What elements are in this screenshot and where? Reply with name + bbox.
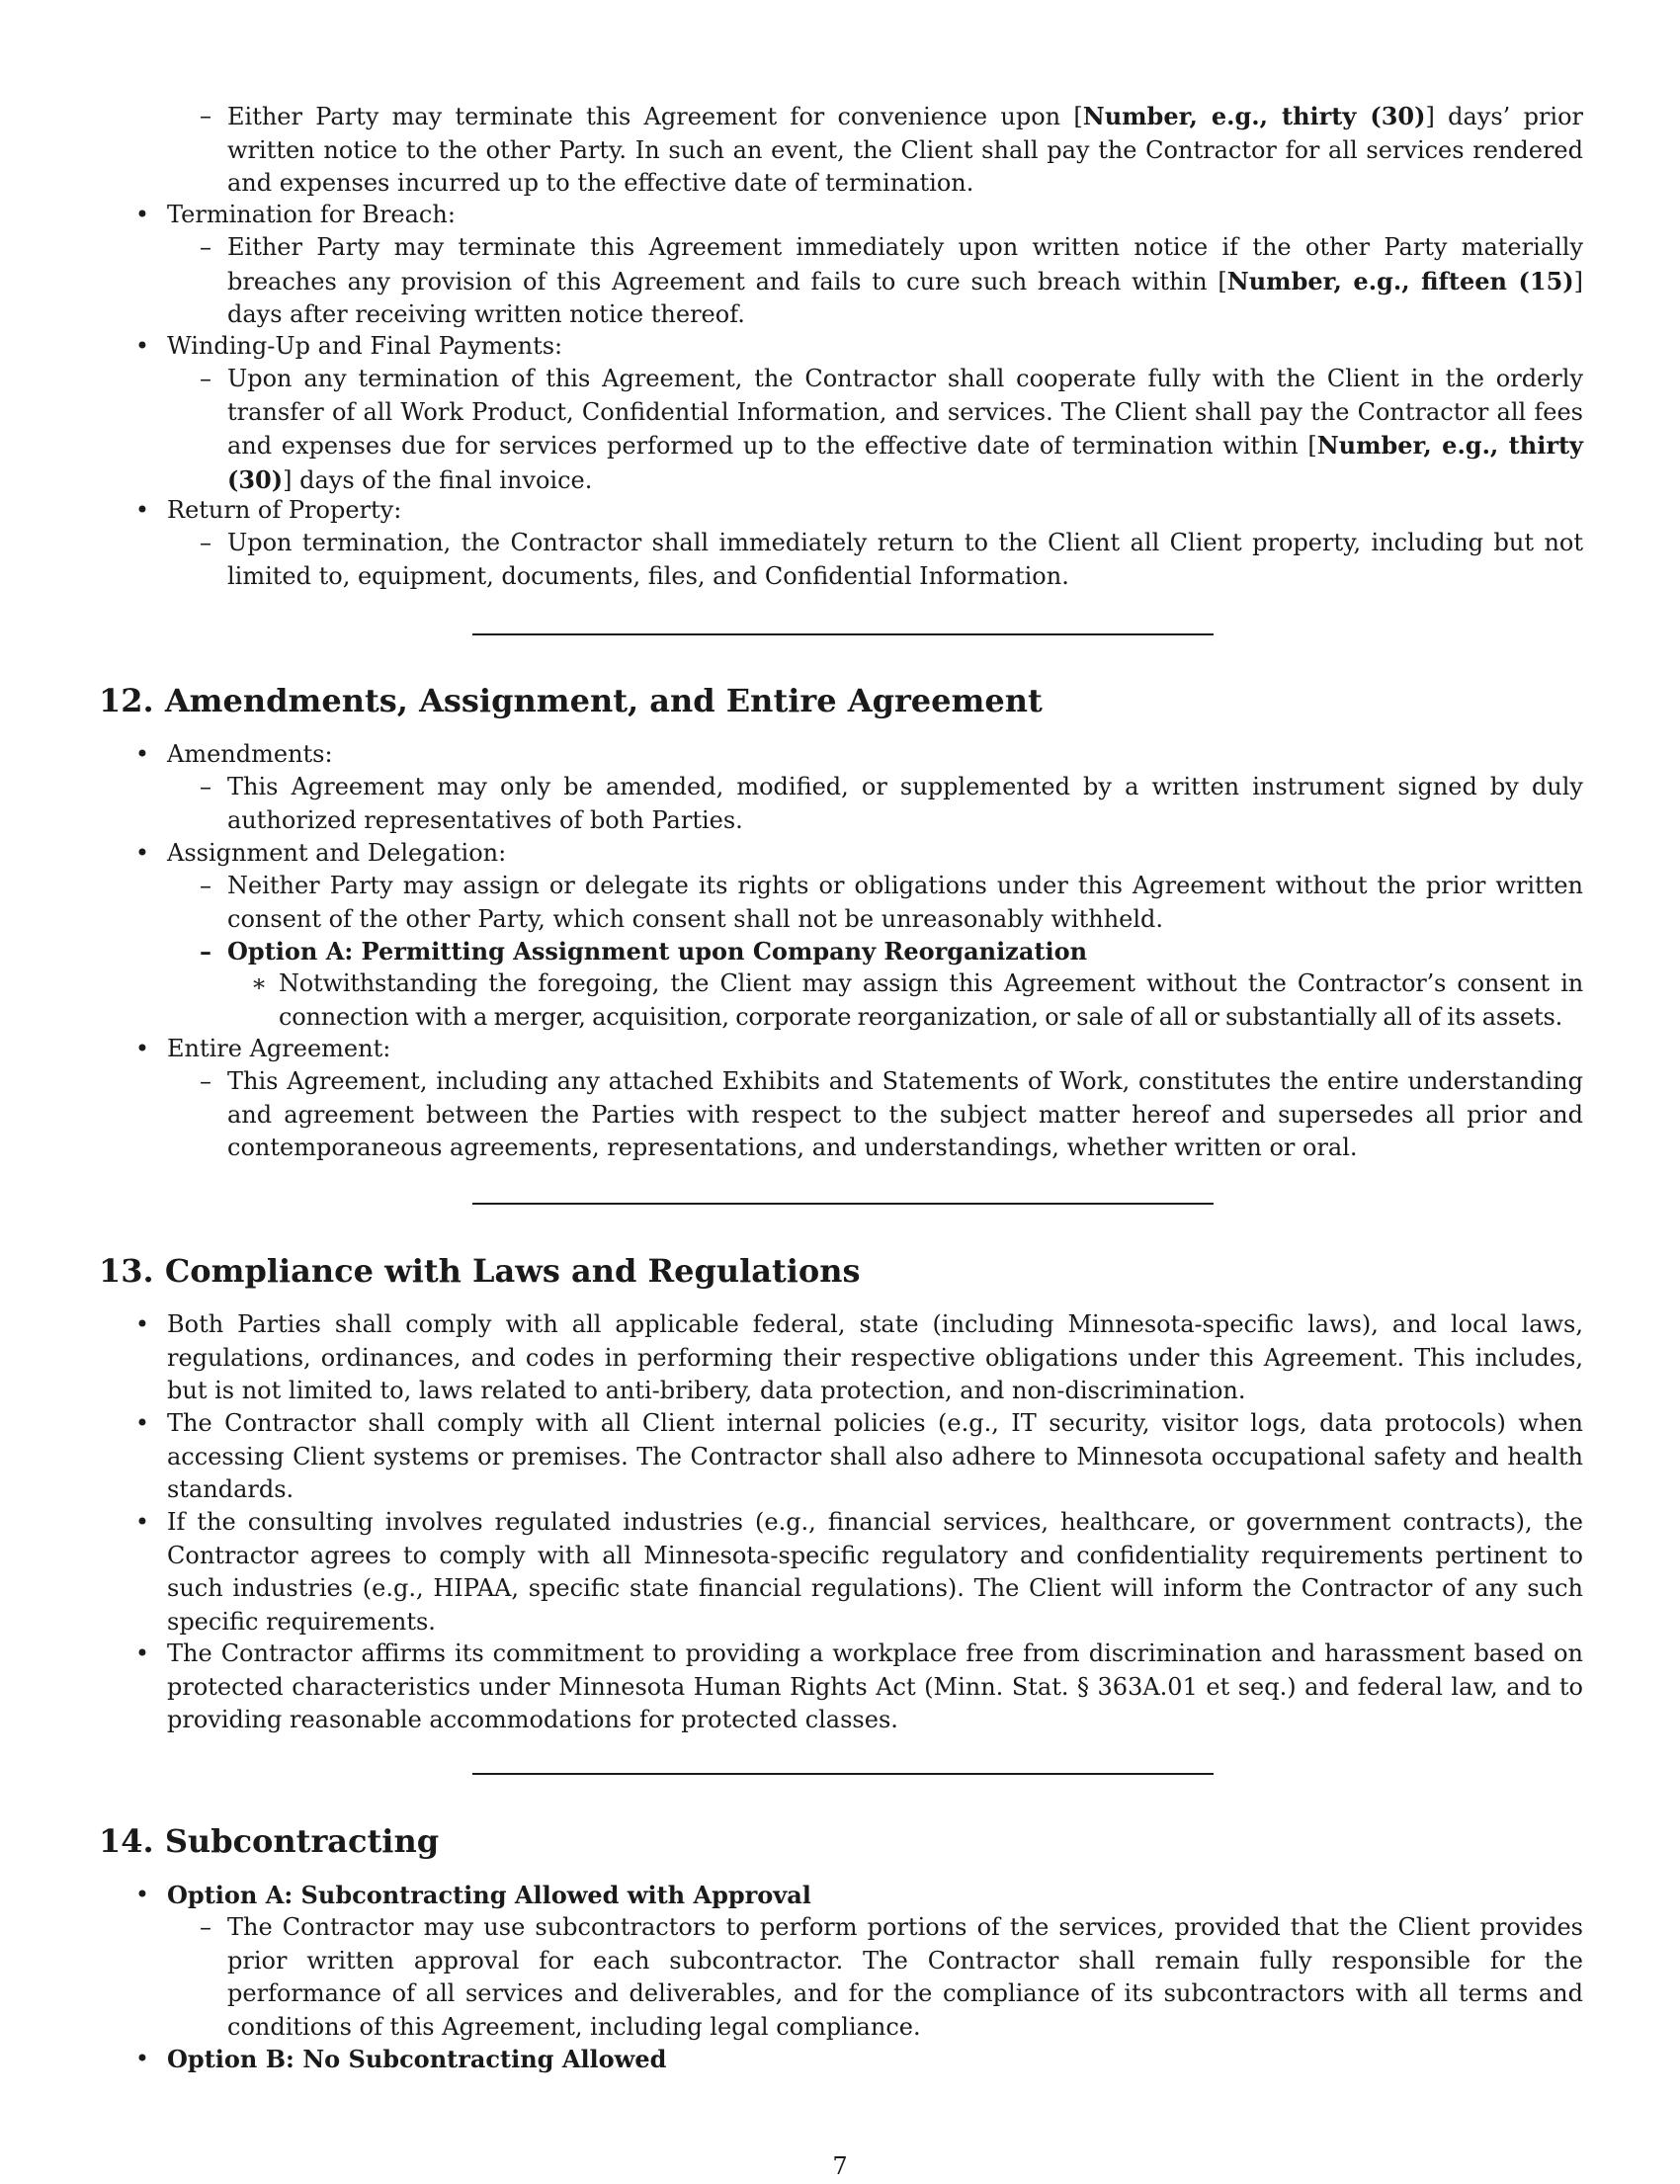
assignment-title: Assignment and Delegation: xyxy=(167,839,507,867)
bullet: • xyxy=(134,1881,150,1908)
section-divider xyxy=(472,633,1214,635)
bullet: • xyxy=(134,201,150,228)
entire-agreement-title: Entire Agreement: xyxy=(167,1035,391,1062)
assignment-option-a-title: Option A: Permitting Assignment upon Company Reorganization xyxy=(227,937,1088,966)
dash-bullet: – xyxy=(200,233,211,261)
bullet: • xyxy=(134,1035,150,1062)
subcontracting-option-a-title: Option A: Subcontracting Allowed with Approval xyxy=(167,1881,811,1909)
return-of-property-title: Return of Property: xyxy=(167,496,402,524)
asterisk-bullet: ∗ xyxy=(250,969,268,997)
compliance-item-2: The Contractor shall comply with all Client internal policies (e.g., IT security, visitor logs, data protocols) when accessing Client systems or premises. The Contractor shall also adhere to Minnesota occupational safety and health standards. xyxy=(167,1409,1583,1503)
return-of-property-text: Upon termination, the Contractor shall immediately return to the Client all Client property, including but not limited to, equipment, documents, files, and Confidential Information. xyxy=(227,529,1583,590)
amendments-title: Amendments: xyxy=(167,740,333,768)
amendments-text: This Agreement may only be amended, modified, or supplemented by a written instrument signed by duly authorized representatives of both Parties. xyxy=(227,773,1583,834)
dash-bullet: – xyxy=(200,937,211,966)
winding-up-text: Upon any termination of this Agreement, the Contractor shall cooperate fully with the Client in the orderly transfer of all Work Product, Confidential Information, and services. The Client shall pay the Contractor all fees and expenses due for services performed up to the effective date of termination within [Number, e.g., thirty (30)] days of the final invoice. xyxy=(227,365,1583,494)
bullet: • xyxy=(134,1409,150,1437)
dash-bullet: – xyxy=(200,1067,211,1095)
bullet: • xyxy=(134,1508,150,1536)
winding-up-title: Winding-Up and Final Payments: xyxy=(167,332,563,360)
section-13-heading: 13. Compliance with Laws and Regulations xyxy=(99,1252,861,1290)
bullet: • xyxy=(134,1639,150,1667)
dash-bullet: – xyxy=(200,365,211,392)
page-number: 7 xyxy=(832,2152,848,2180)
bullet: • xyxy=(134,839,150,867)
bullet: • xyxy=(134,2045,150,2072)
dash-bullet: – xyxy=(200,872,211,899)
dash-bullet: – xyxy=(200,529,211,556)
assignment-text: Neither Party may assign or delegate its rights or obligations under this Agreement without the prior written consent of the other Party, which consent shall not be unreasonably withheld. xyxy=(227,872,1583,933)
section-12-heading: 12. Amendments, Assignment, and Entire Agreement xyxy=(99,682,1043,719)
assignment-option-a-text: Notwithstanding the foregoing, the Client may assign this Agreement without the Contractor’s consent in connection with a merger, acquisition, corporate reorganization, or sale of all or substantially all of its assets. xyxy=(279,969,1583,1031)
bullet: • xyxy=(134,1310,150,1338)
compliance-item-4: The Contractor affirms its commitment to providing a workplace free from discrimination and harassment based on protected characteristics under Minnesota Human Rights Act (Minn. Stat. § 363A.01 et seq.) and federal law, and to providing reasonable accommodations for protected classes. xyxy=(167,1639,1583,1733)
section-divider xyxy=(472,1203,1214,1205)
section-14-heading: 14. Subcontracting xyxy=(99,1822,440,1860)
subcontracting-option-a-text: The Contractor may use subcontractors to perform portions of the services, provided that the Client provides prior written approval for each subcontractor. The Contractor shall remain fully responsible for the performance of all services and deliverables, and for the compliance of its subcontractors with all terms and conditions of this Agreement, including legal compliance. xyxy=(227,1913,1583,2041)
bullet: • xyxy=(134,496,150,524)
subcontracting-option-b-title: Option B: No Subcontracting Allowed xyxy=(167,2045,667,2073)
termination-breach-title: Termination for Breach: xyxy=(167,201,456,228)
bullet: • xyxy=(134,740,150,768)
dash-bullet: – xyxy=(200,102,211,129)
bullet: • xyxy=(134,332,150,360)
section-divider xyxy=(472,1773,1214,1775)
dash-bullet: – xyxy=(200,1913,211,1941)
compliance-item-1: Both Parties shall comply with all applicable federal, state (including Minnesota-specific laws), and local laws, regulations, ordinances, and codes in performing their respective obligations under this Agreement. This includes, but is not limited to, laws related to anti-bribery, data protection, and non-discrimination. xyxy=(167,1310,1583,1404)
compliance-item-3: If the consulting involves regulated industries (e.g., financial services, healthcare, or government contracts), the Contractor agrees to comply with all Minnesota-specific regulatory and confidentiality requirements pertinent to such industries (e.g., HIPAA, specific state financial regulations). The Client will inform the Contractor of any such specific requirements. xyxy=(167,1508,1583,1636)
dash-bullet: – xyxy=(200,773,211,800)
entire-agreement-text: This Agreement, including any attached Exhibits and Statements of Work, constitutes the entire understanding and agreement between the Parties with respect to the subject matter hereof and supersedes all prior and contemporaneous agreements, representations, and understandings, whether written or oral. xyxy=(227,1067,1583,1161)
termination-convenience-text: Either Party may terminate this Agreement for convenience upon [Number, e.g., thirty (30)] days’ prior written notice to the other Party. In such an event, the Client shall pay the Contractor for all services rendered and expenses incurred up to the effective date of termination. xyxy=(227,102,1583,197)
termination-breach-text: Either Party may terminate this Agreement immediately upon written notice if the other Party materially breaches any provision of this Agreement and fails to cure such breach within [Number, e.g., fifteen (15)] days after receiving written notice thereof. xyxy=(227,233,1583,328)
